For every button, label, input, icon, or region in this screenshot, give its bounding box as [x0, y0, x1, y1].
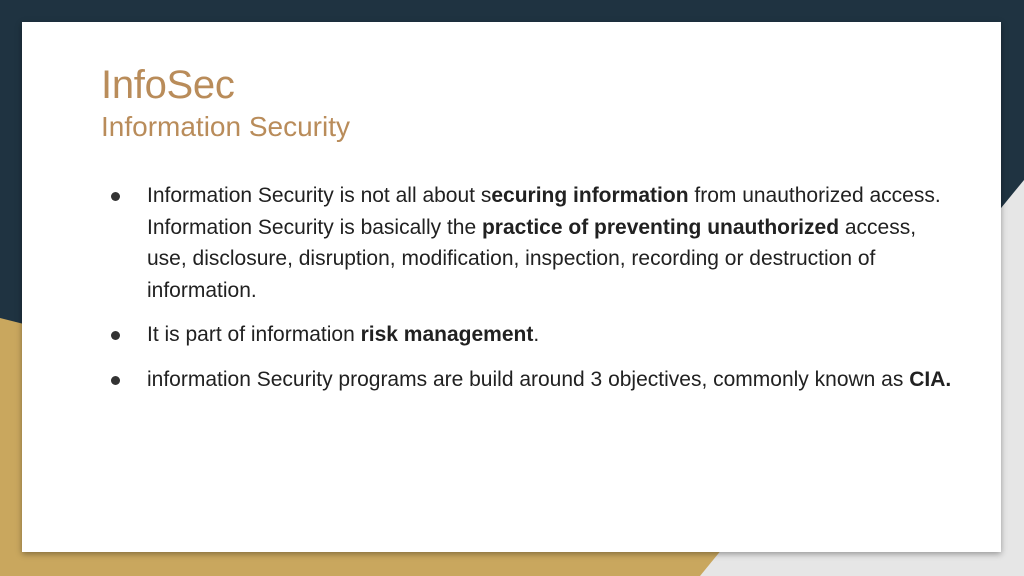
bullet-dot-icon [111, 192, 120, 201]
bullet-text: access, use, disclosure, disruption, modification, inspection, recording or destruction of information. [147, 215, 917, 302]
bullet-text: It is part of information [147, 323, 361, 346]
slide-title: InfoSec [101, 63, 235, 107]
bullet-text-bold: ecuring information [491, 184, 689, 207]
bullet-text: Information Security is not all about s [147, 184, 492, 207]
bullet-item [101, 180, 961, 306]
bullet-text-bold: CIA. [909, 367, 952, 391]
bullet-item [101, 319, 961, 351]
bullet-text-bold: risk management [360, 323, 534, 346]
bullet-text: . [533, 323, 540, 346]
bullet-text: information Security programs are build around 3 objectives, commonly known as [147, 367, 910, 391]
slide-subtitle: Information Security [101, 111, 350, 142]
bullet-text-bold: practice of preventing unauthorized [481, 215, 840, 239]
bullet-dot-icon [111, 376, 120, 385]
bullet-text: from unauthorized access. Information Security is basically the [147, 184, 941, 239]
bullet-list [101, 180, 961, 408]
bullet-dot-icon [111, 331, 120, 340]
slide-card [22, 22, 1001, 552]
bullet-item [101, 364, 961, 396]
